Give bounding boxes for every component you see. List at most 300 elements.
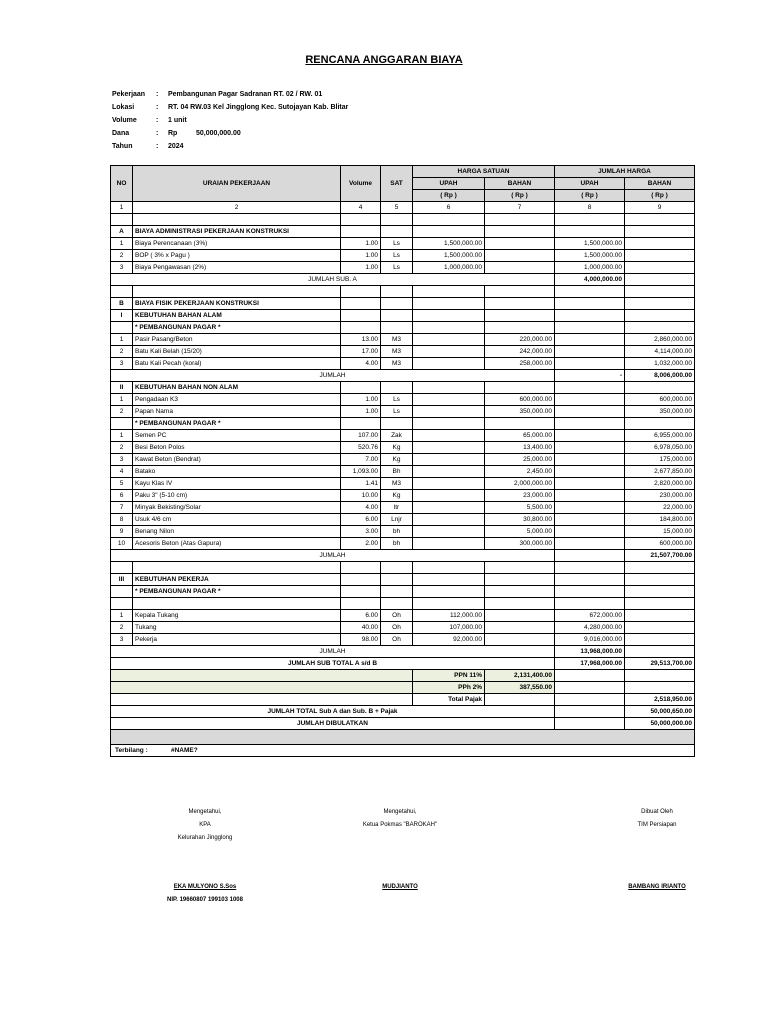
budget-table xyxy=(110,165,695,757)
row-number: 2 xyxy=(111,250,133,262)
row-description: Pengadaan K3 xyxy=(133,394,341,406)
subtotal-upah: 17,968,000.00 xyxy=(555,658,625,670)
sum-label: JUMLAH xyxy=(111,646,555,658)
row-bahan: 220,000.00 xyxy=(485,334,555,346)
empty-cell xyxy=(485,574,555,586)
section-code: II xyxy=(111,382,133,394)
rounded-total-row xyxy=(111,718,695,730)
row-upah xyxy=(413,334,485,346)
section-code xyxy=(111,418,133,430)
grand-total-row xyxy=(111,706,695,718)
row-bahan: 23,000.00 xyxy=(485,490,555,502)
row-volume: 1.00 xyxy=(341,394,381,406)
row-jumlah-upah xyxy=(555,430,625,442)
empty-cell xyxy=(485,382,555,394)
row-upah xyxy=(413,466,485,478)
col-no: NO xyxy=(111,166,133,202)
row-bahan: 13,400.00 xyxy=(485,442,555,454)
terbilang-cell xyxy=(111,745,695,757)
sig-name: EKA MULYONO S.Sos xyxy=(173,884,237,890)
empty-cell xyxy=(111,682,413,694)
terbilang-label: Terbilang : xyxy=(115,747,148,754)
row-bahan: 258,000.00 xyxy=(485,358,555,370)
row-number: 6 xyxy=(111,490,133,502)
empty-cell xyxy=(413,598,485,610)
sum-label: JUMLAH SUB. A xyxy=(111,274,555,286)
row-jumlah-upah xyxy=(555,358,625,370)
row-upah xyxy=(413,442,485,454)
colon: : xyxy=(156,130,159,137)
row-jumlah-upah xyxy=(555,526,625,538)
document-title: RENCANA ANGGARAN BIAYA xyxy=(305,54,463,66)
total-value: 50,000,000.00 xyxy=(625,718,695,730)
subtotal-a-row xyxy=(111,274,695,286)
section-code: B xyxy=(111,298,133,310)
empty-cell xyxy=(413,382,485,394)
empty-cell xyxy=(341,598,381,610)
row-jumlah-bahan: 184,800.00 xyxy=(625,514,695,526)
col-upah: UPAH xyxy=(555,178,625,190)
table-row xyxy=(111,394,695,406)
row-jumlah-bahan: 6,978,050.00 xyxy=(625,442,695,454)
subsection-subtitle xyxy=(111,586,695,598)
row-jumlah-upah xyxy=(555,538,625,550)
lokasi-label: Lokasi xyxy=(112,104,135,111)
section-header xyxy=(111,226,695,238)
row-upah xyxy=(413,394,485,406)
sig-name: BAMBANG IRIANTO xyxy=(628,884,686,890)
row-jumlah-bahan: 22,000.00 xyxy=(625,502,695,514)
row-description: Batako xyxy=(133,466,341,478)
row-bahan: 2,450.00 xyxy=(485,466,555,478)
row-unit: M3 xyxy=(381,346,413,358)
col-rp: ( Rp ) xyxy=(555,190,625,202)
empty-cell xyxy=(625,574,695,586)
row-description: Kawat Beton (Bendrat) xyxy=(133,454,341,466)
row-description: Batu Kali Belah (15/20) xyxy=(133,346,341,358)
row-upah xyxy=(413,346,485,358)
row-unit: Zak xyxy=(381,430,413,442)
row-description: Pekerja xyxy=(133,634,341,646)
sum-bahan xyxy=(625,274,695,286)
tax-total xyxy=(625,682,695,694)
row-volume: 1.00 xyxy=(341,238,381,250)
row-bahan: 25,000.00 xyxy=(485,454,555,466)
empty-cell xyxy=(381,574,413,586)
empty-cell xyxy=(381,382,413,394)
row-volume: 6.00 xyxy=(341,514,381,526)
subtotal-label: JUMLAH SUB TOTAL A s/d B xyxy=(111,658,555,670)
row-upah: 1,000,000.00 xyxy=(413,262,485,274)
col-bahan: BAHAN xyxy=(625,178,695,190)
subtotal-row xyxy=(111,658,695,670)
colon: : xyxy=(156,104,159,111)
row-unit: bh xyxy=(381,526,413,538)
subsection-header xyxy=(111,310,695,322)
section-code: A xyxy=(111,226,133,238)
pekerjaan-label: Pekerjaan xyxy=(112,91,146,98)
section-title: BIAYA ADMINISTRASI PEKERJAAN KONSTRUKSI xyxy=(133,226,341,238)
row-unit: Ls xyxy=(381,394,413,406)
sig-nip: NIP. 19660807 199103 1008 xyxy=(167,897,243,903)
row-bahan: 5,500.00 xyxy=(485,502,555,514)
empty-cell xyxy=(625,382,695,394)
col-number: 1 xyxy=(111,202,133,214)
empty-cell xyxy=(133,562,341,574)
row-jumlah-upah xyxy=(555,502,625,514)
col-rp: ( Rp ) xyxy=(485,190,555,202)
col-number: 9 xyxy=(625,202,695,214)
total-label: JUMLAH DIBULATKAN xyxy=(111,718,555,730)
row-volume: 7.00 xyxy=(341,454,381,466)
col-upah: UPAH xyxy=(413,178,485,190)
row-jumlah-bahan: 2,677,850.00 xyxy=(625,466,695,478)
col-number: 6 xyxy=(413,202,485,214)
row-bahan xyxy=(485,250,555,262)
empty-cell xyxy=(555,598,625,610)
row-upah xyxy=(413,502,485,514)
table-row xyxy=(111,526,695,538)
table-row xyxy=(111,514,695,526)
row-upah: 92,000.00 xyxy=(413,634,485,646)
row-number: 1 xyxy=(111,334,133,346)
sum-bahan: 8,006,000.00 xyxy=(625,370,695,382)
row-jumlah-bahan xyxy=(625,634,695,646)
row-number: 8 xyxy=(111,514,133,526)
empty-cell xyxy=(485,418,555,430)
col-rp: ( Rp ) xyxy=(625,190,695,202)
row-description: Besi Beton Polos xyxy=(133,442,341,454)
empty-cell xyxy=(625,298,695,310)
empty-cell xyxy=(485,598,555,610)
colon: : xyxy=(156,117,159,124)
empty-cell xyxy=(485,322,555,334)
row-bahan: 30,800.00 xyxy=(485,514,555,526)
col-rp: ( Rp ) xyxy=(413,190,485,202)
row-volume: 4.00 xyxy=(341,358,381,370)
row-description: Acesoris Beton (Atas Gapura) xyxy=(133,538,341,550)
row-volume: 10.00 xyxy=(341,490,381,502)
empty-cell xyxy=(555,706,625,718)
row-bahan xyxy=(485,238,555,250)
col-number: 7 xyxy=(485,202,555,214)
row-description: Biaya Perencanaan (3%) xyxy=(133,238,341,250)
empty-cell xyxy=(341,562,381,574)
empty-cell xyxy=(413,574,485,586)
sum-upah xyxy=(555,550,625,562)
sum-row xyxy=(111,370,695,382)
tax-total xyxy=(625,670,695,682)
row-bahan: 2,000,000.00 xyxy=(485,478,555,490)
terbilang-value: #NAME? xyxy=(171,747,198,754)
empty-cell xyxy=(111,670,413,682)
row-upah: 107,000.00 xyxy=(413,622,485,634)
subsection-subtitle xyxy=(111,418,695,430)
row-number: 7 xyxy=(111,502,133,514)
empty-cell xyxy=(555,286,625,298)
row-volume: 1.00 xyxy=(341,250,381,262)
row-volume: 13.00 xyxy=(341,334,381,346)
row-volume: 1,093.00 xyxy=(341,466,381,478)
row-bahan: 5,000.00 xyxy=(485,526,555,538)
empty-cell xyxy=(555,574,625,586)
row-jumlah-bahan xyxy=(625,238,695,250)
colon: : xyxy=(156,91,159,98)
row-jumlah-upah xyxy=(555,466,625,478)
pph-row xyxy=(111,682,695,694)
section-title: * PEMBANGUNAN PAGAR * xyxy=(133,586,341,598)
col-harga-satuan: HARGA SATUAN xyxy=(413,166,555,178)
row-jumlah-bahan xyxy=(625,610,695,622)
row-unit: Ls xyxy=(381,250,413,262)
row-number: 2 xyxy=(111,406,133,418)
row-description: Paku 3" (5-10 cm) xyxy=(133,490,341,502)
empty-cell xyxy=(381,286,413,298)
row-description: Benang Nilon xyxy=(133,526,341,538)
row-description: Minyak Bekisting/Solar xyxy=(133,502,341,514)
table-row xyxy=(111,406,695,418)
row-volume: 17.00 xyxy=(341,346,381,358)
empty-cell xyxy=(341,418,381,430)
sig-line: Mengetahui, xyxy=(188,809,222,815)
row-upah xyxy=(413,490,485,502)
empty-cell xyxy=(381,586,413,598)
empty-cell xyxy=(625,286,695,298)
empty-cell xyxy=(555,310,625,322)
section-title: KEBUTUHAN BAHAN NON ALAM xyxy=(133,382,341,394)
table-row xyxy=(111,634,695,646)
empty-cell xyxy=(485,694,555,706)
row-jumlah-upah xyxy=(555,334,625,346)
empty-cell xyxy=(133,286,341,298)
row-jumlah-bahan: 6,955,000.00 xyxy=(625,430,695,442)
section-title: * PEMBANGUNAN PAGAR * xyxy=(133,322,341,334)
lokasi-value: RT. 04 RW.03 Kel Jingglong Kec. Sutojayan Kab. Blitar xyxy=(168,104,349,111)
tahun-value: 2024 xyxy=(168,143,184,150)
row-upah xyxy=(413,514,485,526)
empty-cell xyxy=(555,298,625,310)
empty-cell xyxy=(625,598,695,610)
sig-line: Mengetahui, xyxy=(383,809,417,815)
table-row xyxy=(111,346,695,358)
table-row xyxy=(111,334,695,346)
col-number: 2 xyxy=(133,202,341,214)
empty-cell xyxy=(381,310,413,322)
tax-value: 2,131,400.00 xyxy=(485,670,555,682)
row-upah xyxy=(413,358,485,370)
row-description: Usuk 4/6 cm xyxy=(133,514,341,526)
tax-value: 387,550.00 xyxy=(485,682,555,694)
row-number: 2 xyxy=(111,442,133,454)
empty-cell xyxy=(381,322,413,334)
col-number: 5 xyxy=(381,202,413,214)
row-number: 1 xyxy=(111,394,133,406)
row-upah: 112,000.00 xyxy=(413,610,485,622)
dana-value: 50,000,000.00 xyxy=(196,130,241,137)
empty-cell xyxy=(341,574,381,586)
section-title: BIAYA FISIK PEKERJAAN KONSTRUKSI xyxy=(133,298,341,310)
empty-cell xyxy=(381,562,413,574)
row-jumlah-upah: 1,000,000.00 xyxy=(555,262,625,274)
row-upah xyxy=(413,430,485,442)
row-jumlah-upah: 1,500,000.00 xyxy=(555,238,625,250)
sum-upah: - xyxy=(555,370,625,382)
table-row xyxy=(111,502,695,514)
row-number: 4 xyxy=(111,466,133,478)
row-jumlah-upah xyxy=(555,406,625,418)
total-pajak-row xyxy=(111,694,695,706)
row-jumlah-upah xyxy=(555,490,625,502)
row-bahan: 242,000.00 xyxy=(485,346,555,358)
row-upah xyxy=(413,538,485,550)
row-unit: Ls xyxy=(381,262,413,274)
row-jumlah-bahan: 600,000.00 xyxy=(625,538,695,550)
row-jumlah-bahan: 1,032,000.00 xyxy=(625,358,695,370)
row-number: 9 xyxy=(111,526,133,538)
empty-cell xyxy=(413,286,485,298)
colon: : xyxy=(156,143,159,150)
empty-cell xyxy=(111,286,133,298)
sig-line: Dibuat Oleh xyxy=(641,809,673,815)
tax-label: PPN 11% xyxy=(413,670,485,682)
row-volume: 40.00 xyxy=(341,622,381,634)
row-volume: 2.00 xyxy=(341,538,381,550)
sum-label: JUMLAH xyxy=(111,370,555,382)
table-row xyxy=(111,610,695,622)
ppn-row xyxy=(111,670,695,682)
empty-cell xyxy=(625,418,695,430)
sum-row xyxy=(111,550,695,562)
row-upah: 1,500,000.00 xyxy=(413,250,485,262)
empty-cell xyxy=(413,562,485,574)
volume-value: 1 unit xyxy=(168,117,187,124)
row-bahan xyxy=(485,610,555,622)
empty-cell xyxy=(111,694,413,706)
row-upah xyxy=(413,478,485,490)
col-jumlah-harga: JUMLAH HARGA xyxy=(555,166,695,178)
row-jumlah-bahan: 175,000.00 xyxy=(625,454,695,466)
row-jumlah-upah xyxy=(555,394,625,406)
row-bahan: 600,000.00 xyxy=(485,394,555,406)
row-bahan: 350,000.00 xyxy=(485,406,555,418)
empty-cell xyxy=(341,322,381,334)
sig-line: Ketua Pokmas "BAROKAH" xyxy=(362,822,438,828)
sum-bahan xyxy=(625,646,695,658)
row-number: 10 xyxy=(111,538,133,550)
empty-cell xyxy=(555,694,625,706)
empty-cell xyxy=(413,418,485,430)
row-volume: 6.00 xyxy=(341,610,381,622)
signature-pokmas xyxy=(345,806,455,894)
signature-tim xyxy=(602,806,712,894)
row-upah xyxy=(413,526,485,538)
sig-line: Kelurahan Jingglong xyxy=(177,835,233,841)
table-row xyxy=(111,478,695,490)
row-description: Batu Kali Pecah (koral) xyxy=(133,358,341,370)
row-jumlah-bahan: 2,820,000.00 xyxy=(625,478,695,490)
empty-cell xyxy=(625,322,695,334)
row-unit: M3 xyxy=(381,358,413,370)
empty-cell xyxy=(625,586,695,598)
column-number-row xyxy=(111,202,695,214)
empty-cell xyxy=(341,310,381,322)
empty-cell xyxy=(555,322,625,334)
table-row xyxy=(111,442,695,454)
table-row xyxy=(111,430,695,442)
row-bahan: 65,000.00 xyxy=(485,430,555,442)
row-volume: 1.00 xyxy=(341,262,381,274)
row-jumlah-upah xyxy=(555,454,625,466)
sum-upah: 13,968,000.00 xyxy=(555,646,625,658)
row-bahan: 300,000.00 xyxy=(485,538,555,550)
empty-cell xyxy=(413,322,485,334)
empty-cell xyxy=(485,562,555,574)
row-jumlah-upah: 9,016,000.00 xyxy=(555,634,625,646)
subtotal-bahan: 29,513,700.00 xyxy=(625,658,695,670)
row-number: 2 xyxy=(111,622,133,634)
row-number: 3 xyxy=(111,358,133,370)
row-volume: 3.00 xyxy=(341,526,381,538)
empty-cell xyxy=(555,682,625,694)
signature-kpa xyxy=(150,806,260,907)
empty-cell xyxy=(555,382,625,394)
row-jumlah-bahan: 600,000.00 xyxy=(625,394,695,406)
total-value: 50,000,650.00 xyxy=(625,706,695,718)
empty-cell xyxy=(413,310,485,322)
empty-cell xyxy=(555,562,625,574)
dana-label: Dana xyxy=(112,130,130,137)
row-unit: Kg xyxy=(381,454,413,466)
row-description: Biaya Pengawasan (2%) xyxy=(133,262,341,274)
row-jumlah-upah: 1,500,000.00 xyxy=(555,250,625,262)
row-unit: M3 xyxy=(381,478,413,490)
section-header xyxy=(111,298,695,310)
row-bahan xyxy=(485,634,555,646)
section-code: I xyxy=(111,310,133,322)
empty-cell xyxy=(341,586,381,598)
empty-cell xyxy=(485,310,555,322)
empty-cell xyxy=(555,418,625,430)
pekerjaan-value: Pembangunan Pagar Sadranan RT. 02 / RW. 01 xyxy=(168,91,323,98)
tax-total: 2,518,950.00 xyxy=(625,694,695,706)
empty-cell xyxy=(381,418,413,430)
sig-line: TIM Persiapan xyxy=(637,822,677,828)
subsection-header xyxy=(111,382,695,394)
row-number: 1 xyxy=(111,430,133,442)
table-row xyxy=(111,454,695,466)
row-bahan xyxy=(485,622,555,634)
row-unit: Oh xyxy=(381,622,413,634)
row-number: 1 xyxy=(111,610,133,622)
row-jumlah-bahan: 2,860,000.00 xyxy=(625,334,695,346)
col-uraian: URAIAN PEKERJAAN xyxy=(133,166,341,202)
col-bahan: BAHAN xyxy=(485,178,555,190)
row-description: Kayu Klas IV xyxy=(133,478,341,490)
sum-row xyxy=(111,646,695,658)
table-row xyxy=(111,490,695,502)
tax-label: PPh 2% xyxy=(413,682,485,694)
row-unit: Oh xyxy=(381,634,413,646)
row-unit: ltr xyxy=(381,502,413,514)
row-unit: M3 xyxy=(381,334,413,346)
empty-cell xyxy=(485,586,555,598)
empty-cell xyxy=(111,598,133,610)
row-jumlah-bahan xyxy=(625,250,695,262)
row-jumlah-upah: 672,000.00 xyxy=(555,610,625,622)
col-number: 8 xyxy=(555,202,625,214)
row-unit: Kg xyxy=(381,442,413,454)
col-volume: Volume xyxy=(341,166,381,202)
